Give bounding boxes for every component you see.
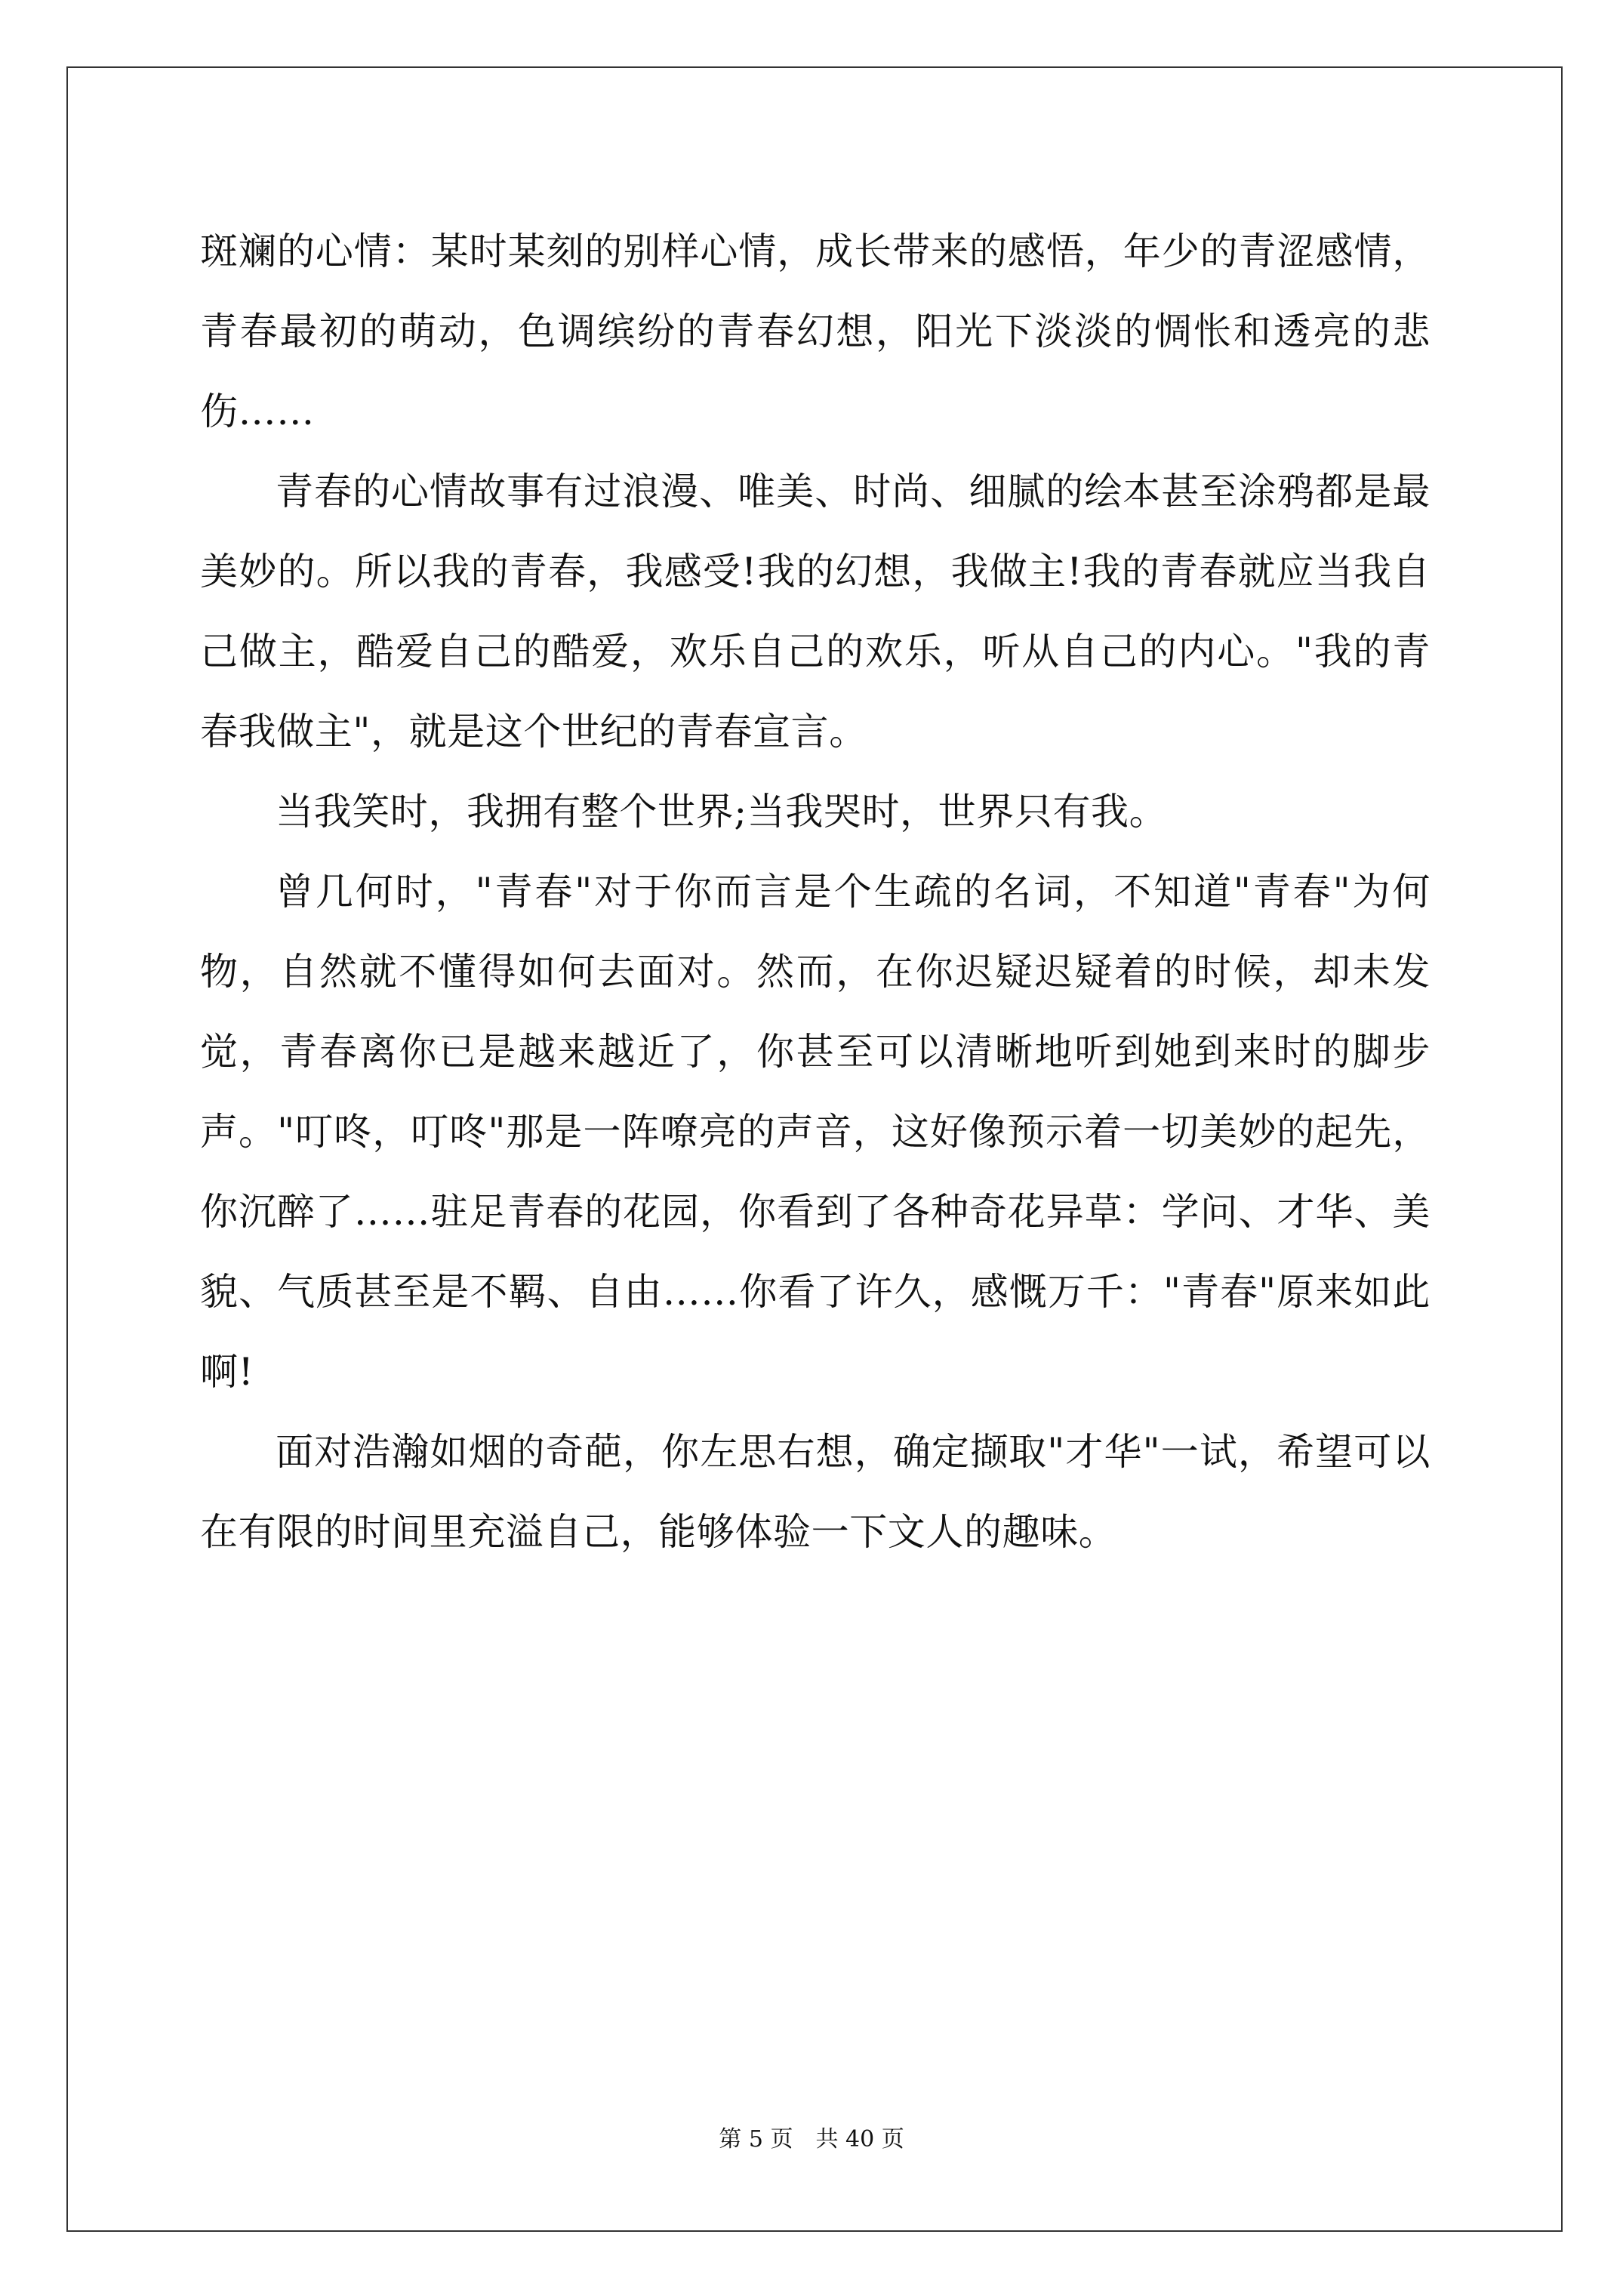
paragraph-4: 曾几何时，"青春"对于你而言是个生疏的名词，不知道"青春"为何物，自然就不懂得如何去面对。然而，在你迟疑迟疑着的时候，却未发觉，青春离你已是越来越近了，你甚至可以清晰地听到她到来时的脚步声。"叮咚，叮咚"那是一阵嘹亮的声音，这好像预示着一切美妙的起先，你沉醉了……驻足青春的花园，你看到了各种奇花异草：学问、才华、美貌、气质甚至是不羁、自由……你看了许久，感慨万千："青春"原来如此啊! [200, 870, 1431, 1394]
paragraph-3: 当我笑时，我拥有整个世界;当我哭时，世界只有我。 [276, 790, 1168, 834]
paragraph-2: 青春的心情故事有过浪漫、唯美、时尚、细腻的绘本甚至涂鸦都是最美妙的。所以我的青春，我感受!我的幻想，我做主!我的青春就应当我自己做主，酷爱自己的酷爱，欢乐自己的欢乐，听从自己的内心。"我的青春我做主"，就是这个世纪的青春宣言。 [200, 470, 1431, 754]
paragraph-5: 面对浩瀚如烟的奇葩，你左思右想，确定撷取"才华"一试，希望可以在有限的时间里充溢自己，能够体验一下文人的趣味。 [200, 1430, 1431, 1554]
paragraph-1: 斑斓的心情：某时某刻的别样心情，成长带来的感悟，年少的青涩感情，青春最初的萌动，色调缤纷的青春幻想，阳光下淡淡的惆怅和透亮的悲伤…… [200, 230, 1431, 433]
page-number-footer: 第 5 页 共 40 页 [719, 2126, 904, 2153]
document-body [200, 211, 1431, 1572]
